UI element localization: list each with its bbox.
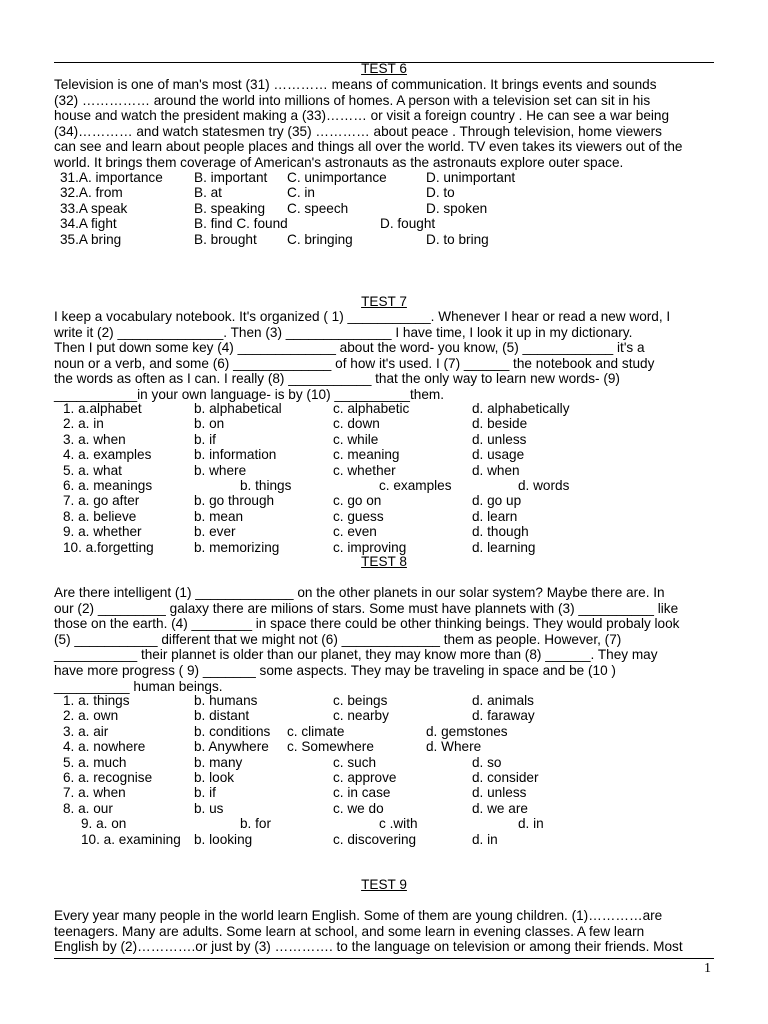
test6-passage xyxy=(54,77,714,171)
option-row xyxy=(54,708,714,723)
option-b: b. for xyxy=(240,816,271,832)
option-row xyxy=(54,509,714,524)
option-a: 6. a. meanings xyxy=(63,477,153,493)
passage-line: write it (2) ______________. Then (3) ______________ I have time, I look it up in my dictionary. xyxy=(54,324,633,340)
option-c: C. bringing xyxy=(287,231,353,247)
option-b: B. brought xyxy=(194,231,257,247)
option-c: c. such xyxy=(333,754,377,770)
option-row xyxy=(54,785,714,800)
option-row xyxy=(54,216,714,231)
passage-line: ___________in your own language- is by (10) __________them. xyxy=(54,386,444,402)
option-c: C. unimportance xyxy=(287,170,387,185)
option-d: d. so xyxy=(472,754,502,770)
option-b: b. if xyxy=(194,431,216,447)
passage-line: (5) ___________ different that we might not (6) _____________ them as people. However, (7) xyxy=(54,631,622,647)
option-d: d. in xyxy=(518,816,544,832)
option-row xyxy=(54,739,714,754)
option-d: D. to xyxy=(426,185,455,201)
bottom-rule xyxy=(54,958,714,959)
option-a: 4. a. nowhere xyxy=(63,739,146,755)
option-c: c .with xyxy=(379,816,418,832)
option-c: c. in case xyxy=(333,785,391,801)
option-b: b. conditions xyxy=(194,723,271,739)
option-b: b. look xyxy=(194,769,235,785)
option-row xyxy=(54,801,714,816)
passage-line: the words as often as I can. I really (8) ___________ that the only way to learn new words- (9) xyxy=(54,371,620,387)
option-b: b. information xyxy=(194,447,277,463)
test6-title: TEST 6 xyxy=(361,61,407,76)
option-b: B. speaking xyxy=(194,200,266,216)
option-c: C. speech xyxy=(287,200,349,216)
option-c: c. alphabetic xyxy=(333,401,410,416)
passage-line: Are there intelligent (1) _____________ on the other planets in our solar system? Maybe there are. In xyxy=(54,585,665,600)
option-a: 35.A bring xyxy=(60,231,122,247)
passage-line: English by (2)………….or just by (3) …………. to the language on television or among their friends. Most xyxy=(54,939,683,955)
option-d: D. to bring xyxy=(426,231,489,247)
option-d: d. Where xyxy=(426,739,482,755)
test8-options xyxy=(54,693,714,847)
option-d: D. fought xyxy=(380,216,436,232)
option-c: c. guess xyxy=(333,508,384,524)
option-d: d. unless xyxy=(472,431,527,447)
test6-options xyxy=(54,170,714,247)
option-row xyxy=(54,232,714,247)
test7-title: TEST 7 xyxy=(361,294,407,309)
option-a: 32.A. from xyxy=(60,185,123,201)
test9-title: TEST 9 xyxy=(361,877,407,892)
option-c: c. we do xyxy=(333,800,384,816)
passage-line: I keep a vocabulary notebook. It's organized ( 1) ___________. Whenever I hear or read a new word, I xyxy=(54,309,671,324)
option-a: 8. a. believe xyxy=(63,508,137,524)
option-b: B. at xyxy=(194,185,222,201)
test7-options xyxy=(54,401,714,555)
option-a: 7. a. when xyxy=(63,785,126,801)
option-a: 2. a. own xyxy=(63,708,119,724)
option-a: 8. a. our xyxy=(63,800,113,816)
option-a: 9. a. whether xyxy=(63,524,142,540)
option-b: B. important xyxy=(194,170,268,185)
option-d: d. though xyxy=(472,524,529,540)
option-row xyxy=(54,816,714,831)
option-d: d. consider xyxy=(472,769,539,785)
option-c: c. examples xyxy=(379,477,452,493)
option-c: C. in xyxy=(287,185,315,201)
option-a: 7. a. go after xyxy=(63,493,140,509)
option-b: b. go through xyxy=(194,493,275,509)
option-d: d. usage xyxy=(472,447,525,463)
option-d: d. unless xyxy=(472,785,527,801)
passage-line: our (2) _________ galaxy there are milions of stars. Some must have plannets with (3) __________ like xyxy=(54,600,679,616)
option-d: D. unimportant xyxy=(426,170,516,185)
option-c: c. meaning xyxy=(333,447,400,463)
option-a: 10. a. examining xyxy=(81,831,181,847)
option-b: b. mean xyxy=(194,508,244,524)
option-d: d. we are xyxy=(472,800,528,816)
passage-line: Every year many people in the world learn English. Some of them are young children. (1)…………are xyxy=(54,908,663,923)
option-a: 31.A. importance xyxy=(60,170,163,185)
option-a: 33.A speak xyxy=(60,200,128,216)
option-c: c. nearby xyxy=(333,708,389,724)
option-d: d. learning xyxy=(472,539,536,555)
option-b: b. things xyxy=(240,477,292,493)
option-c: c. down xyxy=(333,416,380,432)
passage-line: (34)………… and watch statesmen try (35) ………… about peace . Through television, home viewers xyxy=(54,123,662,139)
option-d: d. animals xyxy=(472,693,534,708)
page-number: 1 xyxy=(704,961,711,976)
option-b: b. many xyxy=(194,754,243,770)
option-c: c. climate xyxy=(287,723,345,739)
option-b: b. where xyxy=(194,462,247,478)
option-b: b. Anywhere xyxy=(194,739,269,755)
option-row xyxy=(54,463,714,478)
option-b: b. on xyxy=(194,416,225,432)
option-row xyxy=(54,724,714,739)
option-d: d. faraway xyxy=(472,708,535,724)
passage-line: __________ human beings. xyxy=(54,678,223,694)
option-c: c. whether xyxy=(333,462,396,478)
test8-title: TEST 8 xyxy=(361,554,407,569)
test8-passage xyxy=(54,585,714,694)
passage-line: ___________ their plannet is older than our planet, they may know more than (8) ______. They may xyxy=(54,647,658,663)
option-c: c. improving xyxy=(333,539,407,555)
passage-line: world. It brings them coverage of American's astronauts as the astronauts explore outer space. xyxy=(54,154,624,170)
option-row xyxy=(54,447,714,462)
option-b: b. humans xyxy=(194,693,258,708)
option-d: d. in xyxy=(472,831,498,847)
option-c: c. approve xyxy=(333,769,397,785)
option-c: c. while xyxy=(333,431,379,447)
option-b: b. memorizing xyxy=(194,539,280,555)
option-d: d. go up xyxy=(472,493,522,509)
option-row xyxy=(54,201,714,216)
option-row xyxy=(54,524,714,539)
option-row xyxy=(54,832,714,847)
option-b: b. looking xyxy=(194,831,253,847)
passage-line: (32) …………… around the world into millions of homes. A person with a television set can sit in his xyxy=(54,92,651,108)
option-c: c. go on xyxy=(333,493,382,509)
option-a: 3. a. air xyxy=(63,723,109,739)
option-a: 1. a. things xyxy=(63,693,130,708)
option-d: d. when xyxy=(472,462,520,478)
option-row xyxy=(54,170,714,185)
option-d: d. words xyxy=(518,477,570,493)
passage-line: those on the earth. (4) ________ in space there could be other thinking beings. They would probaly look xyxy=(54,616,680,632)
option-c: c. even xyxy=(333,524,377,540)
option-a: 6. a. recognise xyxy=(63,769,153,785)
option-row xyxy=(54,432,714,447)
option-a: 5. a. much xyxy=(63,754,127,770)
option-d: d. gemstones xyxy=(426,723,508,739)
passage-line: can see and learn about people places and things all over the world. TV even takes its viewers out of the xyxy=(54,139,683,155)
option-row xyxy=(54,693,714,708)
option-b: b. alphabetical xyxy=(194,401,282,416)
option-b: b. us xyxy=(194,800,224,816)
passage-line: teenagers. Many are adults. Some learn at school, and some learn in evening classes. A few learn xyxy=(54,923,645,939)
option-c: c. discovering xyxy=(333,831,417,847)
option-row xyxy=(54,401,714,416)
option-row xyxy=(54,770,714,785)
option-b: B. find C. found xyxy=(194,216,288,232)
option-row xyxy=(54,540,714,555)
option-d: d. learn xyxy=(472,508,518,524)
option-d: d. alphabetically xyxy=(472,401,570,416)
option-row xyxy=(54,755,714,770)
test9-passage xyxy=(54,908,714,955)
test7-passage xyxy=(54,309,714,403)
option-row xyxy=(54,416,714,431)
option-a: 5. a. what xyxy=(63,462,122,478)
option-a: 3. a. when xyxy=(63,431,126,447)
option-d: D. spoken xyxy=(426,200,488,216)
option-c: c. beings xyxy=(333,693,388,708)
option-b: b. if xyxy=(194,785,216,801)
passage-line: Then I put down some key (4) _____________ about the word- you know, (5) ____________ it's a xyxy=(54,340,645,356)
option-a: 1. a.alphabet xyxy=(63,401,142,416)
passage-line: have more progress ( 9) _______ some aspects. They may be traveling in space and be (10 ) xyxy=(54,662,616,678)
option-row xyxy=(54,185,714,200)
option-a: 9. a. on xyxy=(81,816,127,832)
option-d: d. beside xyxy=(472,416,528,432)
option-row xyxy=(54,493,714,508)
passage-line: house and watch the president making a (33)……… or visit a foreign country . He can see a war being xyxy=(54,108,670,124)
option-c: c. Somewhere xyxy=(287,739,374,755)
passage-line: noun or a verb, and some (6) _____________ of how it's used. I (7) ______ the notebook and study xyxy=(54,355,655,371)
option-a: 4. a. examples xyxy=(63,447,152,463)
passage-line: Television is one of man's most (31) ………… means of communication. It brings events and sounds xyxy=(54,77,657,92)
option-row xyxy=(54,478,714,493)
option-a: 10. a.forgetting xyxy=(63,539,154,555)
option-a: 34.A fight xyxy=(60,216,117,232)
option-b: b. distant xyxy=(194,708,250,724)
option-b: b. ever xyxy=(194,524,236,540)
option-a: 2. a. in xyxy=(63,416,104,432)
